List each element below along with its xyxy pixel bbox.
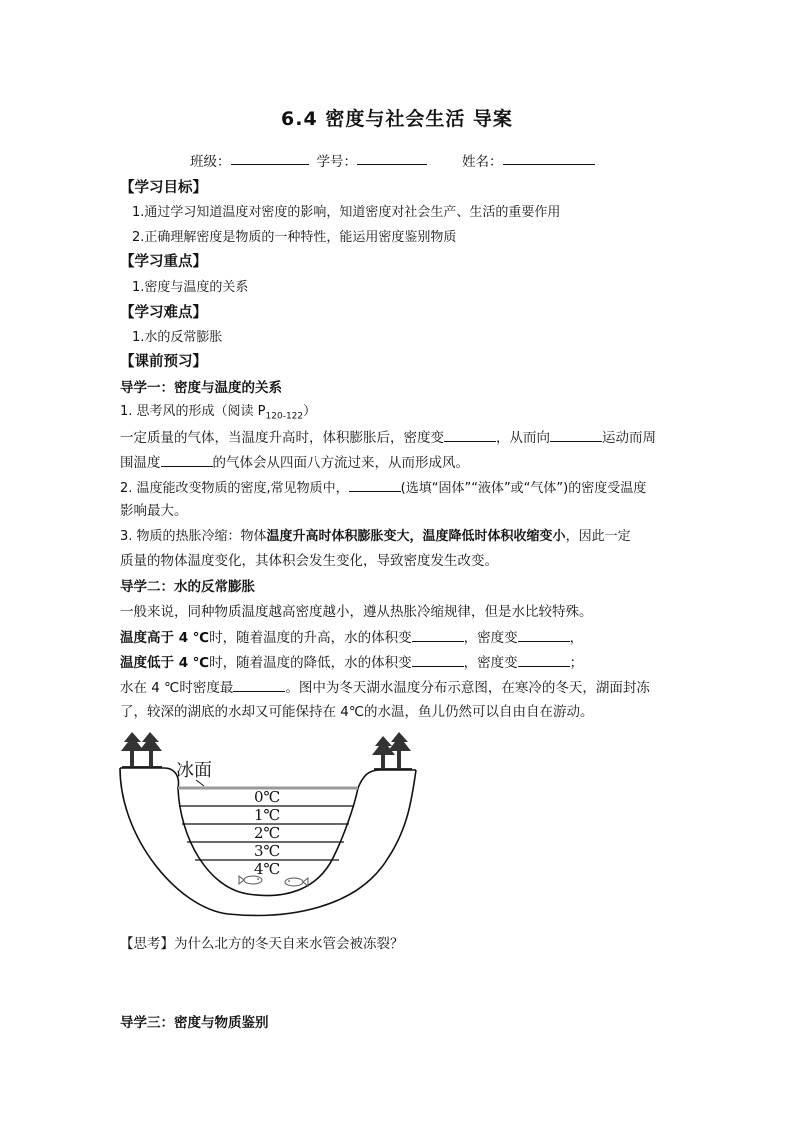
temp-label: 3℃	[254, 842, 281, 860]
blank-volume-higher[interactable]	[412, 628, 464, 642]
guide3-heading: 导学三：密度与物质鉴别	[120, 1015, 269, 1031]
blank-density-change[interactable]	[444, 428, 496, 442]
lower-end: ；	[569, 655, 584, 671]
id-label: 学号：	[316, 154, 357, 170]
guide2-p1: 一般来说，同种物质温度越高密度越小，遵从热胀冷缩规律，但是水比较特殊。	[120, 604, 593, 620]
ice-label: 冰面	[176, 760, 212, 781]
fish-icon	[285, 878, 308, 886]
objectives-heading: 【学习目标】	[120, 180, 207, 196]
guide1-line2	[120, 453, 469, 472]
blank-density-higher[interactable]	[518, 628, 570, 642]
temp-label: 4℃	[254, 860, 281, 878]
left-trees-icon	[121, 732, 162, 768]
think-text: 为什么北方的冬天自来水管会被冻裂？	[174, 936, 404, 952]
guide1-q1	[120, 403, 316, 426]
class-label: 班级：	[190, 154, 231, 170]
lower-rest2: ，密度变	[463, 655, 518, 671]
q2b: (选填“固体”“液体”或“气体”)的密度受温度	[400, 481, 647, 496]
blank-state[interactable]	[349, 478, 401, 492]
l1a: 一定质量的气体，当温度升高时，体积膨胀后，密度变	[120, 430, 444, 446]
guide2-higher	[120, 628, 583, 647]
temp-label: 0℃	[254, 788, 281, 806]
q1-post: ）	[303, 404, 317, 419]
name-label: 姓名：	[462, 154, 503, 170]
lower-rest: 时，随着温度的降低，水的体积变	[209, 655, 412, 671]
blank-direction[interactable]	[550, 428, 602, 442]
q3b: 温度升高时体积膨胀变大，温度降低时体积收缩变小	[266, 529, 566, 544]
l2a: 围温度	[120, 455, 161, 471]
think-label: 【思考】	[120, 936, 174, 952]
w1b: 。图中为冬天湖水温度分布示意图，在寒冷的冬天，湖面封冻	[285, 680, 650, 696]
difficulties-heading: 【学习难点】	[120, 305, 207, 321]
blank-surrounding-temp[interactable]	[161, 453, 213, 467]
guide1-q3	[120, 528, 631, 546]
student-info-row	[190, 150, 595, 170]
temp-label: 1℃	[254, 806, 281, 824]
guide2-heading: 导学二：水的反常膨胀	[120, 579, 255, 595]
class-blank[interactable]	[231, 150, 309, 165]
think-question	[120, 935, 404, 953]
guide1-q2	[120, 478, 646, 498]
id-blank[interactable]	[357, 150, 427, 165]
difficulty-item: 1.水的反常膨胀	[132, 330, 223, 345]
blank-density-lower[interactable]	[518, 653, 570, 667]
guide1-line1	[120, 428, 656, 447]
q3c: ，因此一定	[565, 529, 631, 544]
higher-rest: 时，随着温度的升高，水的体积变	[209, 630, 412, 646]
blank-density-max[interactable]	[233, 678, 285, 692]
guide1-q2-cont: 影响最大。	[120, 503, 188, 519]
higher-rest2: ，密度变	[463, 630, 518, 646]
fish-icon	[239, 876, 262, 884]
q2a: 2. 温度能改变物质的密度,常见物质中，	[120, 481, 349, 496]
lake-temperature-diagram	[118, 728, 418, 920]
guide1-q3-cont: 质量的物体温度变化，其体积会发生变化，导致密度发生改变。	[120, 553, 498, 569]
l1b: ，从而向	[496, 430, 550, 446]
temp-label: 2℃	[254, 824, 281, 842]
w1a: 水在 4 ℃时密度最	[120, 680, 234, 696]
guide2-water2: 了，较深的湖底的水却又可能保持在 4℃的水温，鱼儿仍然可以自由自在游动。	[120, 704, 594, 720]
lower-bold: 温度低于 4 ℃	[120, 655, 210, 671]
guide2-lower	[120, 653, 583, 672]
objective-item: 1.通过学习知道温度对密度的影响，知道密度对社会生产、生活的重要作用	[132, 205, 561, 220]
guide2-water1	[120, 678, 650, 697]
name-blank[interactable]	[503, 150, 595, 165]
q1-pre: 1. 思考风的形成（阅读 P	[120, 404, 266, 419]
key-point-item: 1.密度与温度的关系	[132, 280, 249, 295]
q3a: 3. 物质的热胀冷缩：物体	[120, 529, 267, 544]
guide1-heading: 导学一：密度与温度的关系	[120, 380, 282, 396]
l1c: 运动而周	[602, 430, 656, 446]
key-points-heading: 【学习重点】	[120, 254, 207, 270]
higher-end: ，	[569, 630, 584, 646]
higher-bold: 温度高于 4 ℃	[120, 630, 210, 646]
blank-volume-lower[interactable]	[412, 653, 464, 667]
objective-item: 2.正确理解密度是物质的一种特性，能运用密度鉴别物质	[132, 230, 457, 245]
q1-pages: 120-122	[265, 411, 304, 422]
right-trees-icon	[372, 732, 412, 770]
preview-heading: 【课前预习】	[120, 354, 207, 370]
page-title: 6.4 密度与社会生活 导案	[281, 108, 513, 130]
l2b: 的气体会从四面八方流过来，从而形成风。	[212, 455, 469, 471]
